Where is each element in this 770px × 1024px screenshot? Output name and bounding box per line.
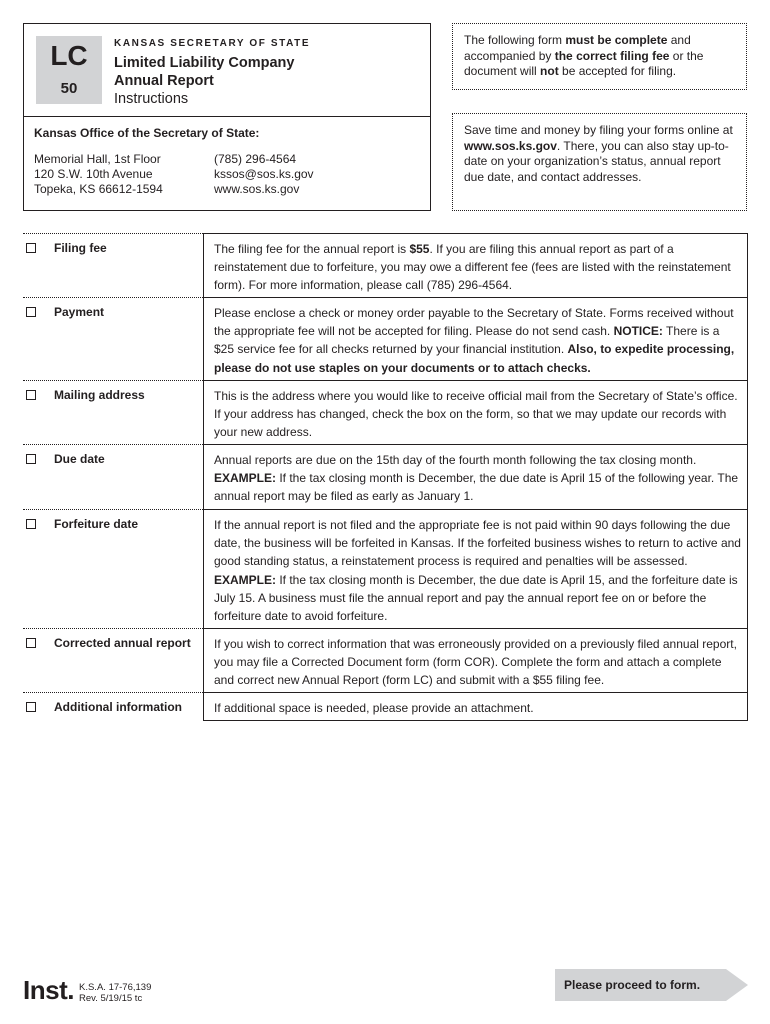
row-label: Forfeiture date [54,517,139,531]
website-link[interactable]: www.sos.ks.gov [464,138,557,153]
proceed-label: Please proceed to form. [564,978,701,992]
row-label: Filing fee [54,241,107,255]
agency-name: KANSAS SECRETARY OF STATE [114,38,311,49]
phone-number: (785) 296-4564 [214,152,297,166]
row-body [203,233,748,297]
inst-label: Inst. [23,975,74,1005]
checkbox[interactable] [26,454,36,464]
header-divider [24,116,430,117]
row-label: Payment [54,305,105,319]
checkbox[interactable] [26,243,36,253]
row-forfeiture-date [23,509,203,628]
form-number: 50 [60,80,78,97]
form-subtitle: Instructions [114,91,189,107]
address-line: 120 S.W. 10th Avenue [34,167,153,181]
row-text: Annual reports are due on the 15th day of the fourth month following the tax closing month. EXAMPLE: If the tax closing month is December, the due date is April 15 of the following year. The annual report may be filed as early as January 1. [214,453,739,504]
row-body [203,509,748,628]
row-payment [23,297,203,380]
row-body [203,692,748,721]
address-line: Memorial Hall, 1st Floor [34,152,161,166]
completeness-notice: The following form must be complete and accompanied by the correct filing fee or the document will not be accepted for filing. [452,23,747,90]
row-text: If additional space is needed, please provide an attachment. [214,701,534,715]
checkbox[interactable] [26,702,36,712]
row-text: Please enclose a check or money order payable to the Secretary of State. Forms received without the appropriate fee will not be accepted for filing. Please do not send cash. NOTICE: There is a $25 service fee for all checks returned by your financial institution. Also, to expedite processing, please do not use staples on your documents or to attach checks. [214,306,735,375]
row-text: This is the address where you would like to receive official mail from the Secretary of State’s office. If your address has changed, check the box on the form, so that we may update our records with your new address. [214,389,738,440]
row-mailing-address [23,380,203,444]
row-additional-info [23,692,203,721]
checkbox[interactable] [26,390,36,400]
checkbox[interactable] [26,519,36,529]
address-line: Topeka, KS 66612-1594 [34,182,163,196]
row-text: The filing fee for the annual report is $55. If you are filing this annual report as part of a reinstatement due to forfeiture, you may owe a different fee (fees are listed with the reinstatement form). For more information, please call (785) 296-4564. [214,242,731,293]
email-link[interactable]: kssos@sos.ks.gov [214,167,314,181]
row-label: Corrected annual report [54,636,191,650]
row-body [203,297,748,380]
row-due-date [23,444,203,509]
form-title-line2: Annual Report [114,73,214,89]
row-body [203,444,748,509]
form-badge [36,36,102,104]
checkbox[interactable] [26,638,36,648]
row-text: If the annual report is not filed and the appropriate fee is not paid within 90 days following the due date, the business will be forfeited in Kansas. If the forfeited business wishes to return to active and good standing status, a reinstatement process is required and penalties will be assessed. EXAMPLE: If the tax closing month is December, the due date is April 15, and the forfeiture date is July 15. A business must file the annual report and pay the annual report fee on or before the forfeiture date to avoid forfeiture. [214,518,741,624]
statute-reference: K.S.A. 17-76,139 Rev. 5/19/15 tc [79,982,152,1004]
website-link[interactable]: www.sos.ks.gov [214,182,300,196]
row-corrected-report [23,628,203,692]
proceed-to-form-button[interactable] [555,969,748,1001]
form-header [23,23,431,211]
row-label: Mailing address [54,388,145,402]
row-label: Due date [54,452,105,466]
row-text: If you wish to correct information that was erroneously provided on a previously filed annual report, you may file a Corrected Document form (form COR). Complete the form and attach a complete and correct new Annual Report (form LC) and submit with a $55 filing fee. [214,637,737,688]
row-body [203,628,748,692]
online-filing-notice: Save time and money by filing your forms online at www.sos.ks.gov. There, you can also stay up-to-date on your organization’s status, annual report due date, and contact addresses. [452,113,747,211]
form-title-line1: Limited Liability Company [114,55,295,71]
form-code: LC [50,40,88,71]
checkbox[interactable] [26,307,36,317]
row-filing-fee [23,233,203,297]
office-title: Kansas Office of the Secretary of State: [34,126,260,140]
row-body [203,380,748,444]
row-label: Additional information [54,700,182,714]
